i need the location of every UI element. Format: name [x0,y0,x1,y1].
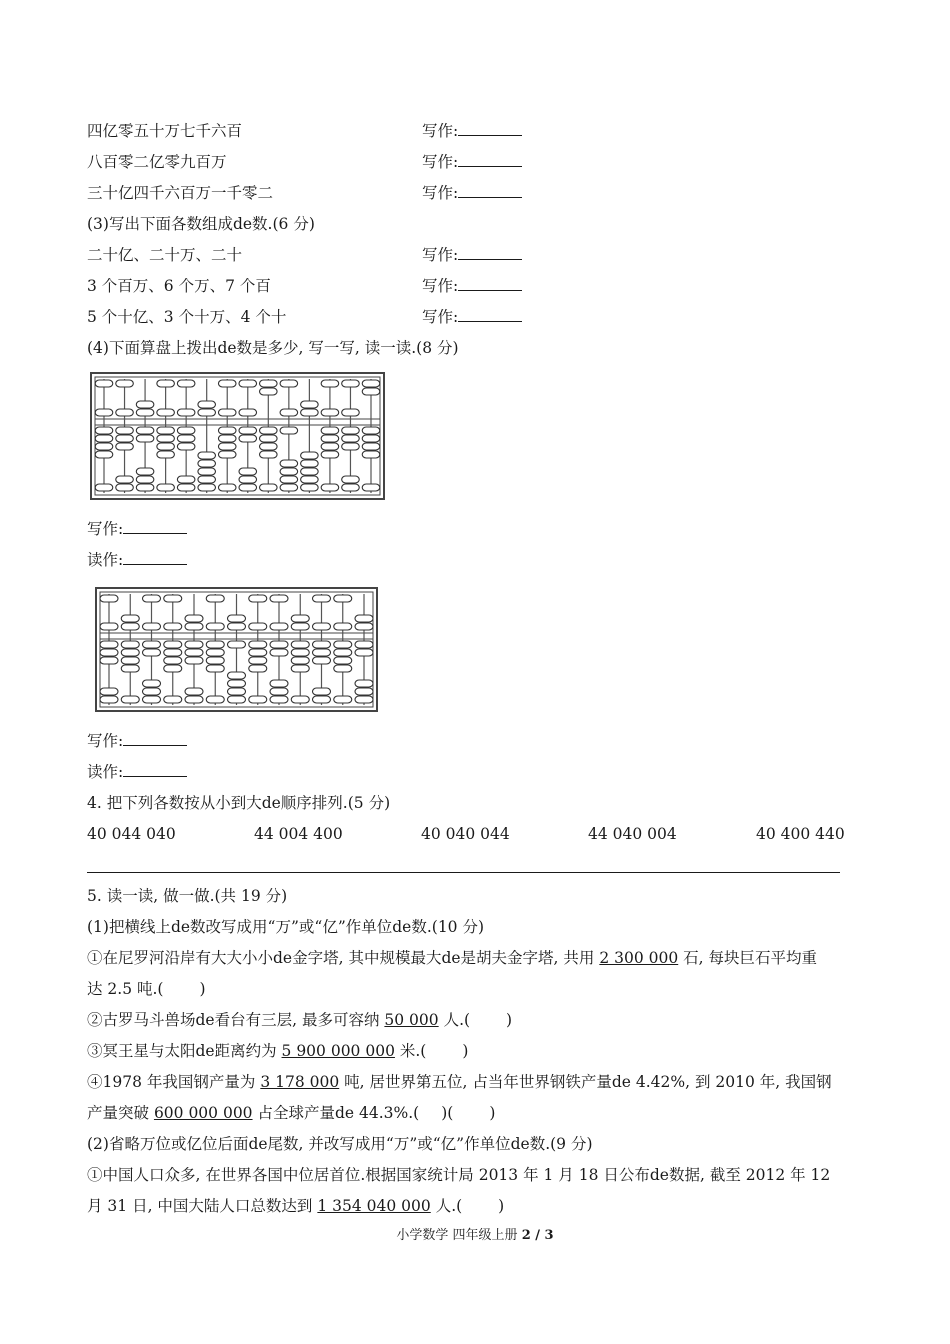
abacus2-read [87,762,187,782]
item-text: ③冥王星与太阳de距离约为 [87,1042,282,1060]
row-text: 5 个十亿、3 个十万、4 个十 [87,308,287,326]
item-text: 人.( [430,1197,463,1215]
item-text: 吨, 居世界第五位, 占当年世界钢铁产量de 4.42%, 到 2010 年, 我国钢 [339,1073,832,1091]
item-text: ) [462,1042,469,1060]
read-label: 读作: [87,551,124,569]
q5-p2-item1: ①中国人口众多, 在世界各国中位居首位.根据国家统计局 2013 年 1 月 18 日公布de数据, 截至 2012 年 12 [87,1166,831,1184]
underlined-number: 50 000 [384,1011,439,1029]
q5-p1-item3 [87,1041,468,1061]
row-text: 四亿零五十万七千六百 [87,122,243,140]
q5-part2-heading: (2)省略万位或亿位后面de尾数, 并改写成用“万”或“亿”作单位de数.(9 分) [87,1135,593,1153]
underlined-number: 1 354 040 000 [317,1197,431,1215]
q4-number: 40 400 440 [756,825,845,843]
answer-blank[interactable] [458,183,522,198]
abacus-image-1 [90,372,385,500]
q4-answer-line[interactable] [87,872,840,873]
item-text: 人.( [438,1011,471,1029]
q3-p3-answer-2 [422,276,522,296]
q3-p3-row-3 [87,307,286,327]
abacus2-write [87,731,187,751]
write-label: 写作: [87,520,124,538]
row-text: 八百零二亿零九百万 [87,153,227,171]
underlined-number: 600 000 000 [153,1104,253,1122]
answer-blank[interactable] [458,307,522,322]
q3-p2-row-2 [87,152,227,172]
answer-label: 写作: [422,308,459,326]
answer-label: 写作: [422,277,459,295]
item-text: 产量突破 [87,1104,154,1122]
answer-label: 写作: [422,184,459,202]
q5-p2-item1-line2 [87,1196,504,1216]
page-number: 2 / 3 [521,1228,554,1243]
q5-p1-item4-line2 [87,1103,495,1123]
item-text: ②古罗马斗兽场de看台有三层, 最多可容纳 [87,1011,385,1029]
abacus1-write [87,519,187,539]
item-text: 石, 每块巨石平均重 [678,949,818,967]
read-label: 读作: [87,763,124,781]
underlined-number: 5 900 000 000 [281,1042,395,1060]
q5-heading: 5. 读一读, 做一做.(共 19 分) [87,887,288,905]
q4-number: 44 004 400 [254,825,343,843]
item-text: ) [489,1104,496,1122]
q5-p1-item2 [87,1010,512,1030]
answer-label: 写作: [422,153,459,171]
answer-blank[interactable] [458,276,522,291]
row-text: 3 个百万、6 个万、7 个百 [87,277,271,295]
item-text: ) [506,1011,513,1029]
answer-label: 写作: [422,246,459,264]
q5-part1-heading: (1)把横线上de数改写成用“万”或“亿”作单位de数.(10 分) [87,918,485,936]
answer-blank[interactable] [123,519,187,534]
item-text: ①在尼罗河沿岸有大大小小de金字塔, 其中规模最大de是胡夫金字塔, 共用 [87,949,600,967]
item-text: 达 2.5 吨.( [87,980,164,998]
q3-p3-answer-3 [422,307,522,327]
q3-p2-answer-3 [422,183,522,203]
abacus1-read [87,550,187,570]
item-text: ④1978 年我国钢产量为 [87,1073,261,1091]
q5-p1-item4 [87,1072,832,1092]
answer-blank[interactable] [458,152,522,167]
q3-p3-answer-1 [422,245,522,265]
q3-p2-row-1 [87,121,242,141]
q4-number: 44 040 004 [588,825,677,843]
answer-blank[interactable] [123,762,187,777]
q4-heading: 4. 把下列各数按从小到大de顺序排列.(5 分) [87,794,391,812]
answer-blank[interactable] [458,245,522,260]
underlined-number: 3 178 000 [260,1073,340,1091]
q3-p4-heading: (4)下面算盘上拨出de数是多少, 写一写, 读一读.(8 分) [87,339,459,357]
answer-blank[interactable] [458,121,522,136]
answer-blank[interactable] [123,550,187,565]
q3-p2-answer-1 [422,121,522,141]
q3-p3-row-2 [87,276,271,296]
q5-p1-item1-line2 [87,979,206,999]
item-text: 月 31 日, 中国大陆人口总数达到 [87,1197,318,1215]
q3-p3-row-1 [87,245,242,265]
row-text: 二十亿、二十万、二十 [87,246,243,264]
write-label: 写作: [87,732,124,750]
page-footer [0,1227,950,1245]
item-text: ) [199,980,206,998]
answer-label: 写作: [422,122,459,140]
q5-p1-item1 [87,948,817,968]
item-text: 米.( [394,1042,427,1060]
footer-text: 小学数学 四年级上册 [396,1228,522,1243]
item-text: )( [441,1104,454,1122]
q3-p2-answer-2 [422,152,522,172]
abacus-image-2 [95,587,378,712]
row-text: 三十亿四千六百万一千零二 [87,184,274,202]
q3-p2-row-3 [87,183,273,203]
q3-p3-heading: (3)写出下面各数组成de数.(6 分) [87,215,315,233]
item-text: ) [498,1197,505,1215]
q4-number: 40 040 044 [421,825,510,843]
answer-blank[interactable] [123,731,187,746]
q4-number: 40 044 040 [87,825,176,843]
item-text: 占全球产量de 44.3%.( [252,1104,420,1122]
underlined-number: 2 300 000 [599,949,679,967]
